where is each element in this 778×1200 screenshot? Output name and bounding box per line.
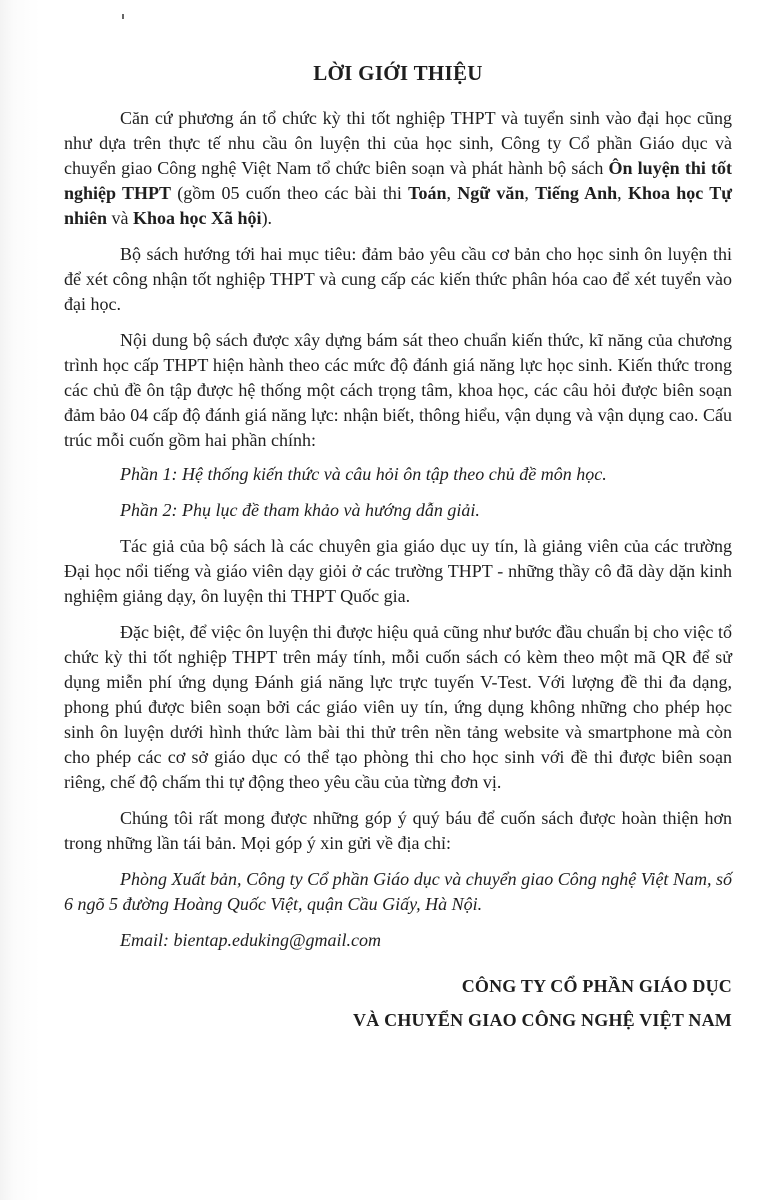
book-series-name: Ôn luyện thi tốt nghiệp THPT — [64, 158, 732, 203]
subject-math: Toán — [408, 183, 447, 203]
address-line: Phòng Xuất bản, Công ty Cổ phần Giáo dục và chuyển giao Công nghệ Việt Nam, số 6 ngõ 5 đường Hoàng Quốc Việt, quận Cầu Giấy, Hà Nội. — [64, 869, 732, 914]
separator: , — [446, 183, 458, 203]
subject-natural-science: Khoa học Tự nhiên — [64, 183, 733, 228]
goals-paragraph: Bộ sách hướng tới hai mục tiêu: đảm bảo yêu cầu cơ bản cho học sinh ôn luyện thi để xét công nhận tốt nghiệp THPT và cung cấp các kiến thức phân hóa cao để xét tuyển vào đại học. — [64, 244, 732, 314]
subject-literature: Ngữ văn — [457, 183, 525, 203]
intro-text-c: (gồm 05 cuốn theo các bài thi — [170, 183, 409, 203]
document-body — [64, 60, 732, 1037]
intro-paragraph — [64, 106, 732, 231]
intro-text-a: Căn cứ phương án tổ chức kỳ thi tốt nghiệp THPT và tuyển sinh vào đại học cũng như dựa trên thực tế nhu cầu ôn luyện thi của học sinh, Công ty Cổ phần Giáo dục và chuyển giao Công nghệ Việt Nam tổ chức biên soạn và phát hành bộ sách — [64, 108, 732, 178]
page-title: LỜI GIỚI THIỆU — [313, 61, 483, 85]
signature-line-2: VÀ CHUYỂN GIAO CÔNG NGHỆ VIỆT NAM — [353, 1010, 732, 1030]
content-paragraph: Nội dung bộ sách được xây dựng bám sát theo chuẩn kiến thức, kĩ năng của chương trình học cấp THPT hiện hành theo các mức độ đánh giá năng lực học sinh. Kiến thức trong các chủ đề ôn tập được hệ thống một cách trọng tâm, khoa học, các câu hỏi được biên soạn đảm bảo 04 cấp độ đánh giá năng lực: nhận biết, thông hiểu, vận dụng và vận dụng cao. Cấu trúc mỗi cuốn gồm hai phần chính: — [64, 330, 732, 450]
feedback-paragraph: Chúng tôi rất mong được những góp ý quý báu để cuốn sách được hoàn thiện hơn trong những lần tái bản. Mọi góp ý xin gửi về địa chỉ: — [64, 808, 732, 853]
separator: và — [107, 208, 134, 228]
intro-text-end: ). — [261, 208, 273, 228]
part-1-line: Phần 1: Hệ thống kiến thức và câu hỏi ôn tập theo chủ đề môn học. — [120, 464, 607, 484]
company-signature — [64, 969, 732, 1037]
vtest-paragraph: Đặc biệt, để việc ôn luyện thi được hiệu quả cũng như bước đầu chuẩn bị cho việc tổ chức kỳ thi tốt nghiệp THPT trên máy tính, mỗi cuốn sách có kèm theo một mã QR để sử dụng miễn phí ứng dụng Đánh giá năng lực trực tuyến V-Test. Với lượng đề thi đa dạng, phong phú được biên soạn bởi các giáo viên uy tín, ứng dụng không những cho phép học sinh ôn luyện dưới hình thức làm bài thi thử trên nền tảng website và smartphone mà còn cho phép các cơ sở giáo dục có thể tạo phòng thi cho học sinh với đề thi được biên soạn riêng, chế độ chấm thi tự động theo yêu cầu của từng đơn vị. — [64, 622, 732, 792]
signature-line-1: CÔNG TY CỔ PHẦN GIÁO DỤC — [461, 976, 732, 996]
page-mark — [122, 14, 124, 19]
subject-english: Tiếng Anh — [535, 183, 618, 203]
subject-social-science: Khoa học Xã hội — [133, 208, 262, 228]
email-line: Email: bientap.eduking@gmail.com — [120, 930, 382, 950]
authors-paragraph: Tác giả của bộ sách là các chuyên gia giáo dục uy tín, là giảng viên của các trường Đại học nổi tiếng và giáo viên dạy giỏi ở các trường THPT - những thầy cô đã dày dặn kinh nghiệm giảng dạy, ôn luyện thi THPT Quốc gia. — [64, 536, 732, 606]
separator: , — [524, 183, 536, 203]
part-2-line: Phần 2: Phụ lục đề tham khảo và hướng dẫn giải. — [120, 500, 480, 520]
separator: , — [617, 183, 628, 203]
